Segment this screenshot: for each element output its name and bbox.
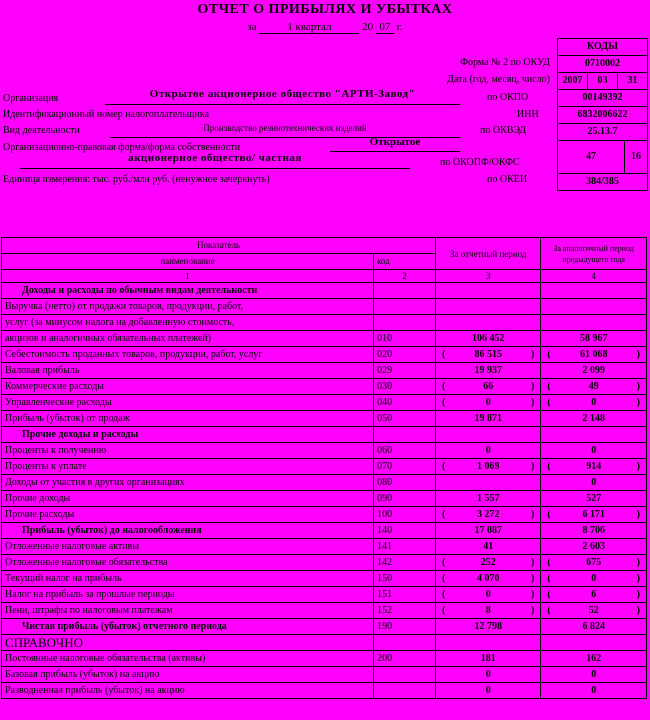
header-prior: За аналогичный период предыдущего года [541, 238, 647, 270]
table-row [2, 347, 647, 363]
codes-header: КОДЫ [558, 39, 647, 56]
paren-open: ( [547, 349, 551, 360]
row-current-value [436, 379, 541, 395]
row-current-value: 17 087 [436, 523, 541, 539]
row-code: 010 [374, 331, 436, 347]
row-current-value: 0 [436, 667, 541, 683]
row-name: Текущий налог на прибыль [2, 571, 374, 587]
table-row [2, 443, 647, 459]
row-current-value [436, 555, 541, 571]
table-row [2, 427, 647, 443]
paren-open: ( [547, 381, 551, 392]
row-prior-value: 2 603 [541, 539, 647, 555]
row-name: Прибыль (убыток) до налогообложения [2, 523, 374, 539]
label-form: Форма № 2 по ОКУД [460, 57, 550, 68]
value-text: 52 [588, 605, 599, 616]
row-code [374, 283, 436, 299]
table-row [2, 411, 647, 427]
row-prior-value [541, 459, 647, 475]
row-current-value [436, 571, 541, 587]
value-text: 0 [485, 589, 491, 600]
row-prior-value [541, 395, 647, 411]
paren-open: ( [547, 589, 551, 600]
value-text: 8 [485, 605, 491, 616]
row-name: Проценты к уплате [2, 459, 374, 475]
row-prior-value [541, 555, 647, 571]
paren-close: ) [636, 397, 640, 408]
report-period: за 1 квартал 20 07 г. [247, 21, 403, 33]
row-code: 080 [374, 475, 436, 491]
row-code: 050 [374, 411, 436, 427]
paren-close: ) [531, 589, 535, 600]
label-okpo: по ОКПО [487, 92, 529, 103]
row-current-value: 12 798 [436, 619, 541, 635]
header-indicator: Показатель [2, 238, 436, 254]
row-prior-value: 2 148 [541, 411, 647, 427]
row-prior-value [541, 283, 647, 299]
paren-close: ) [531, 605, 535, 616]
paren-open: ( [442, 557, 446, 568]
table-header-row-1 [2, 238, 647, 254]
table-row [2, 571, 647, 587]
paren-close: ) [531, 381, 535, 392]
row-current-value [436, 459, 541, 475]
table-row [2, 315, 647, 331]
paren-close: ) [636, 349, 640, 360]
table-body [2, 283, 647, 699]
paren-close: ) [636, 605, 640, 616]
row-code: 090 [374, 491, 436, 507]
table-row [2, 603, 647, 619]
row-name: Доходы от участия в других организациях [2, 475, 374, 491]
row-current-value: 106 452 [436, 331, 541, 347]
row-current-value [436, 635, 541, 651]
table-row [2, 539, 647, 555]
header-code: код [374, 254, 436, 270]
label-activity: Вид деятельности [3, 125, 80, 136]
row-prior-value [541, 571, 647, 587]
row-code: 150 [374, 571, 436, 587]
value-text: 6 171 [582, 509, 605, 520]
code-date: 2007 03 31 [558, 73, 647, 90]
row-name: Доходы и расходы по обычным видам деятельности [2, 283, 374, 299]
paren-open: ( [442, 573, 446, 584]
paren-close: ) [531, 573, 535, 584]
row-name: Отложенные налоговые обязательства [2, 555, 374, 571]
row-name: Прочие доходы и расходы [2, 427, 374, 443]
row-name: Проценты к получению [2, 443, 374, 459]
row-name: Чистая прибыль (убыток) отчетного периода [2, 619, 374, 635]
row-code: 060 [374, 443, 436, 459]
row-code: 020 [374, 347, 436, 363]
value-text: 914 [586, 461, 602, 472]
paren-open: ( [442, 381, 446, 392]
row-code [374, 427, 436, 443]
value-text: 86 515 [474, 349, 502, 360]
row-code: 190 [374, 619, 436, 635]
paren-open: ( [442, 461, 446, 472]
row-name: услуг (за минусом налога на добавленную стоимость, [2, 315, 374, 331]
legal-value-2: акционерное общество/ частная [128, 152, 302, 164]
paren-close: ) [531, 349, 535, 360]
label-inn-r: ИНН [517, 109, 539, 120]
value-text: 675 [586, 557, 602, 568]
table-row [2, 555, 647, 571]
row-prior-value [541, 587, 647, 603]
row-name: Коммерческие расходы [2, 379, 374, 395]
activity-value: Производство резинотехнических изделий [203, 123, 367, 133]
row-name: Выручка (нетто) от продажи товаров, продукции, работ, [2, 299, 374, 315]
paren-close: ) [531, 397, 535, 408]
value-text: 0 [485, 397, 491, 408]
row-code [374, 683, 436, 699]
row-prior-value: 58 967 [541, 331, 647, 347]
row-name: Базовая прибыль (убыток) на акцию [2, 667, 374, 683]
row-current-value [436, 299, 541, 315]
table-row [2, 491, 647, 507]
code-okopf-okfs: 47 16 [558, 141, 647, 174]
income-statement-table [1, 237, 647, 699]
table-row [2, 299, 647, 315]
row-name: Разводненная прибыль (убыток) на акцию [2, 683, 374, 699]
row-prior-value: 162 [541, 651, 647, 667]
codes-box [557, 38, 648, 191]
table-row [2, 587, 647, 603]
paren-close: ) [531, 509, 535, 520]
org-underline [105, 104, 460, 105]
row-current-value: 41 [436, 539, 541, 555]
row-current-value [436, 427, 541, 443]
row-name: Валовая прибыль [2, 363, 374, 379]
paren-open: ( [442, 397, 446, 408]
table-row [2, 651, 647, 667]
table-row [2, 331, 647, 347]
label-legal: Организационно-правовая форма/форма собственности [3, 142, 241, 153]
row-name: Пени, штрафы по налоговым платежам [2, 603, 374, 619]
row-current-value: 0 [436, 443, 541, 459]
paren-open: ( [442, 349, 446, 360]
row-code: 141 [374, 539, 436, 555]
row-prior-value [541, 299, 647, 315]
row-code: 100 [374, 507, 436, 523]
value-text: 6 [591, 589, 597, 600]
row-prior-value [541, 507, 647, 523]
row-current-value: 19 937 [436, 363, 541, 379]
value-text: 61 068 [579, 349, 608, 360]
paren-open: ( [547, 557, 551, 568]
row-current-value [436, 603, 541, 619]
paren-close: ) [636, 589, 640, 600]
table-row [2, 635, 647, 651]
row-name: СПРАВОЧНО [2, 635, 374, 651]
table-row [2, 475, 647, 491]
label-inn: Идентификационный номер налогоплательщика [3, 109, 210, 120]
label-okei: по ОКЕИ [487, 174, 528, 185]
row-prior-value: 0 [541, 475, 647, 491]
table-row [2, 363, 647, 379]
paren-close: ) [531, 461, 535, 472]
row-code [374, 635, 436, 651]
header-name: наименование [2, 254, 374, 270]
legal-value-1: Открытое [369, 136, 421, 148]
row-current-value [436, 507, 541, 523]
row-name: Постоянные налоговые обязательства (активы) [2, 651, 374, 667]
row-prior-value: 8 706 [541, 523, 647, 539]
code-okud: 0710002 [558, 56, 647, 73]
row-prior-value [541, 635, 647, 651]
row-name: Прочие расходы [2, 507, 374, 523]
table-row [2, 667, 647, 683]
row-current-value [436, 395, 541, 411]
org-name: Открытое акционерное общество "АРТИ-Завод" [149, 88, 416, 100]
paren-open: ( [442, 589, 446, 600]
year-value: 07 [376, 21, 394, 34]
row-prior-value: 2 099 [541, 363, 647, 379]
code-okpo: 00149392 [558, 90, 647, 107]
table-header-numbers: 1 2 3 4 [2, 270, 647, 283]
paren-close: ) [636, 461, 640, 472]
row-current-value [436, 475, 541, 491]
value-text: 66 [483, 381, 494, 392]
table-row [2, 507, 647, 523]
row-name: Себестоимость проданных товаров, продукции, работ, услуг [2, 347, 374, 363]
table-row [2, 283, 647, 299]
paren-close: ) [636, 573, 640, 584]
row-current-value [436, 283, 541, 299]
row-prior-value [541, 315, 647, 331]
row-code: 151 [374, 587, 436, 603]
label-okved: по ОКВЭД [480, 125, 526, 136]
paren-open: ( [442, 605, 446, 616]
legal-underline-2 [20, 168, 410, 169]
row-current-value: 181 [436, 651, 541, 667]
row-prior-value [541, 379, 647, 395]
row-code [374, 315, 436, 331]
value-text: 252 [480, 557, 496, 568]
row-code: 140 [374, 523, 436, 539]
value-text: 0 [591, 573, 597, 584]
code-inn: 6832006622 [558, 107, 647, 124]
row-code [374, 299, 436, 315]
paren-close: ) [531, 557, 535, 568]
label-okopf: по ОКОПФ/ОКФС [440, 157, 520, 168]
row-prior-value [541, 603, 647, 619]
code-okved: 25.13.7 [558, 124, 647, 141]
row-prior-value: 0 [541, 443, 647, 459]
table-row [2, 379, 647, 395]
paren-open: ( [547, 461, 551, 472]
row-code: 070 [374, 459, 436, 475]
paren-open: ( [442, 509, 446, 520]
row-name: Налог на прибыль за прошлые периоды [2, 587, 374, 603]
row-code: 200 [374, 651, 436, 667]
paren-close: ) [636, 557, 640, 568]
report-title: ОТЧЕТ О ПРИБЫЛЯХ И УБЫТКАХ [197, 2, 453, 17]
value-text: 1 069 [476, 461, 500, 472]
row-code: 030 [374, 379, 436, 395]
value-text: 3 272 [476, 509, 500, 520]
value-text: 49 [588, 381, 599, 392]
paren-close: ) [636, 381, 640, 392]
row-name: Отложенные налоговые активы [2, 539, 374, 555]
row-current-value: 0 [436, 683, 541, 699]
table-row [2, 619, 647, 635]
row-current-value [436, 315, 541, 331]
row-name: Прочие доходы [2, 491, 374, 507]
value-text: 4 070 [476, 573, 500, 584]
row-name: Управленческие расходы [2, 395, 374, 411]
row-current-value [436, 347, 541, 363]
table-row [2, 683, 647, 699]
row-prior-value [541, 427, 647, 443]
paren-open: ( [547, 605, 551, 616]
paren-open: ( [547, 509, 551, 520]
paren-close: ) [636, 509, 640, 520]
row-name: акцизов и аналогичных обязательных платежей) [2, 331, 374, 347]
row-code [374, 667, 436, 683]
row-name: Прибыль (убыток) от продаж [2, 411, 374, 427]
label-units: Единица измерения: тыс. руб./млн руб. (ненужное зачеркнуть) [3, 174, 270, 185]
header-current: За отчетный период [436, 238, 541, 270]
label-org: Организация [3, 93, 59, 104]
row-prior-value [541, 347, 647, 363]
table-row [2, 395, 647, 411]
row-prior-value: 6 824 [541, 619, 647, 635]
value-text: 0 [591, 397, 597, 408]
row-code: 142 [374, 555, 436, 571]
row-code: 040 [374, 395, 436, 411]
period-value: 1 квартал [259, 21, 359, 34]
row-code: 152 [374, 603, 436, 619]
paren-open: ( [547, 397, 551, 408]
row-current-value: 1 557 [436, 491, 541, 507]
table-row [2, 459, 647, 475]
table-row [2, 523, 647, 539]
row-prior-value: 0 [541, 683, 647, 699]
row-current-value [436, 587, 541, 603]
code-okei: 384/385 [586, 176, 619, 187]
row-current-value: 19 871 [436, 411, 541, 427]
row-code: 029 [374, 363, 436, 379]
paren-open: ( [547, 573, 551, 584]
label-date: Дата (год, месяц, число) [447, 74, 550, 85]
row-prior-value: 0 [541, 667, 647, 683]
row-prior-value: 527 [541, 491, 647, 507]
